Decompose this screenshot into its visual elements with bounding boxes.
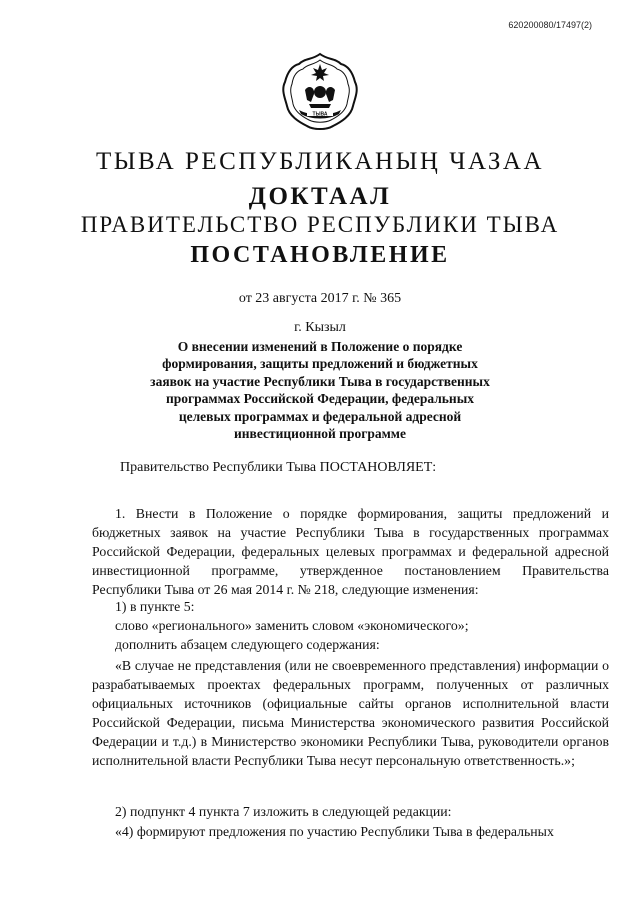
subitem-2: 2) подпункт 4 пункта 7 изложить в следующей редакции: [115,804,452,819]
tyva-emblem-icon [281,50,359,132]
document-code: 620200080/17497(2) [508,20,592,30]
intro-paragraph: Правительство Республики Тыва ПОСТАНОВЛЯЕТ: [120,460,437,475]
decree-title: О внесении изменений в Положение о порядке формирования, защиты предложений и бюджетных заявок на участие Республики Тыва в государственных программах Российской Федерации, федеральных целевых программах и федеральной адресной инвестиционной программе [150,339,490,442]
emblem-ribbon-text: ТЫВА [312,111,328,118]
quote-paragraph-2: «4) формируют предложения по участию Республики Тыва в федеральных [115,824,554,839]
header-tyva-government: ТЫВА РЕСПУБЛИКАНЫҢ ЧАЗАА [95,148,545,175]
subitem-1-b: дополнить абзацем следующего содержания: [115,637,380,652]
subitem-1-a: слово «регионального» заменить словом «экономического»; [115,618,469,633]
subitem-1: 1) в пункте 5: [115,599,195,614]
decree-date-number: от 23 августа 2017 г. № 365 [238,291,402,306]
header-russian-government: ПРАВИТЕЛЬСТВО РЕСПУБЛИКИ ТЫВА [80,212,560,237]
header-postanovlenie: ПОСТАНОВЛЕНИЕ [190,242,450,268]
paragraph-item-1: 1. Внести в Положение о порядке формирования, защиты предложений и бюджетных заявок на участие Республики Тыва в государственных программах Российской Федерации, федеральных целевых программах и федеральной адресной инвестиционной программе, утвержденное постановлением Правительства Республики Тыва от 26 мая 2014 г. № 218, следующие изменения: [92,506,609,597]
header-doktaal: ДОКТААЛ [248,183,392,210]
quote-paragraph-1: «В случае не представления (или не своевременного представления) информации о разрабатываемых проектах федеральных программ, полученных от различных официальных источников (официальные сайты органов исполнительной власти Российской Федерации, письма Министерства экономического развития Российской Федерации и т.д.) в Министерство экономики Республики Тыва, руководители органов исполнительной власти Республики Тыва несут персональную ответственность.»; [92,658,609,768]
decree-city: г. Кызыл [294,320,346,335]
